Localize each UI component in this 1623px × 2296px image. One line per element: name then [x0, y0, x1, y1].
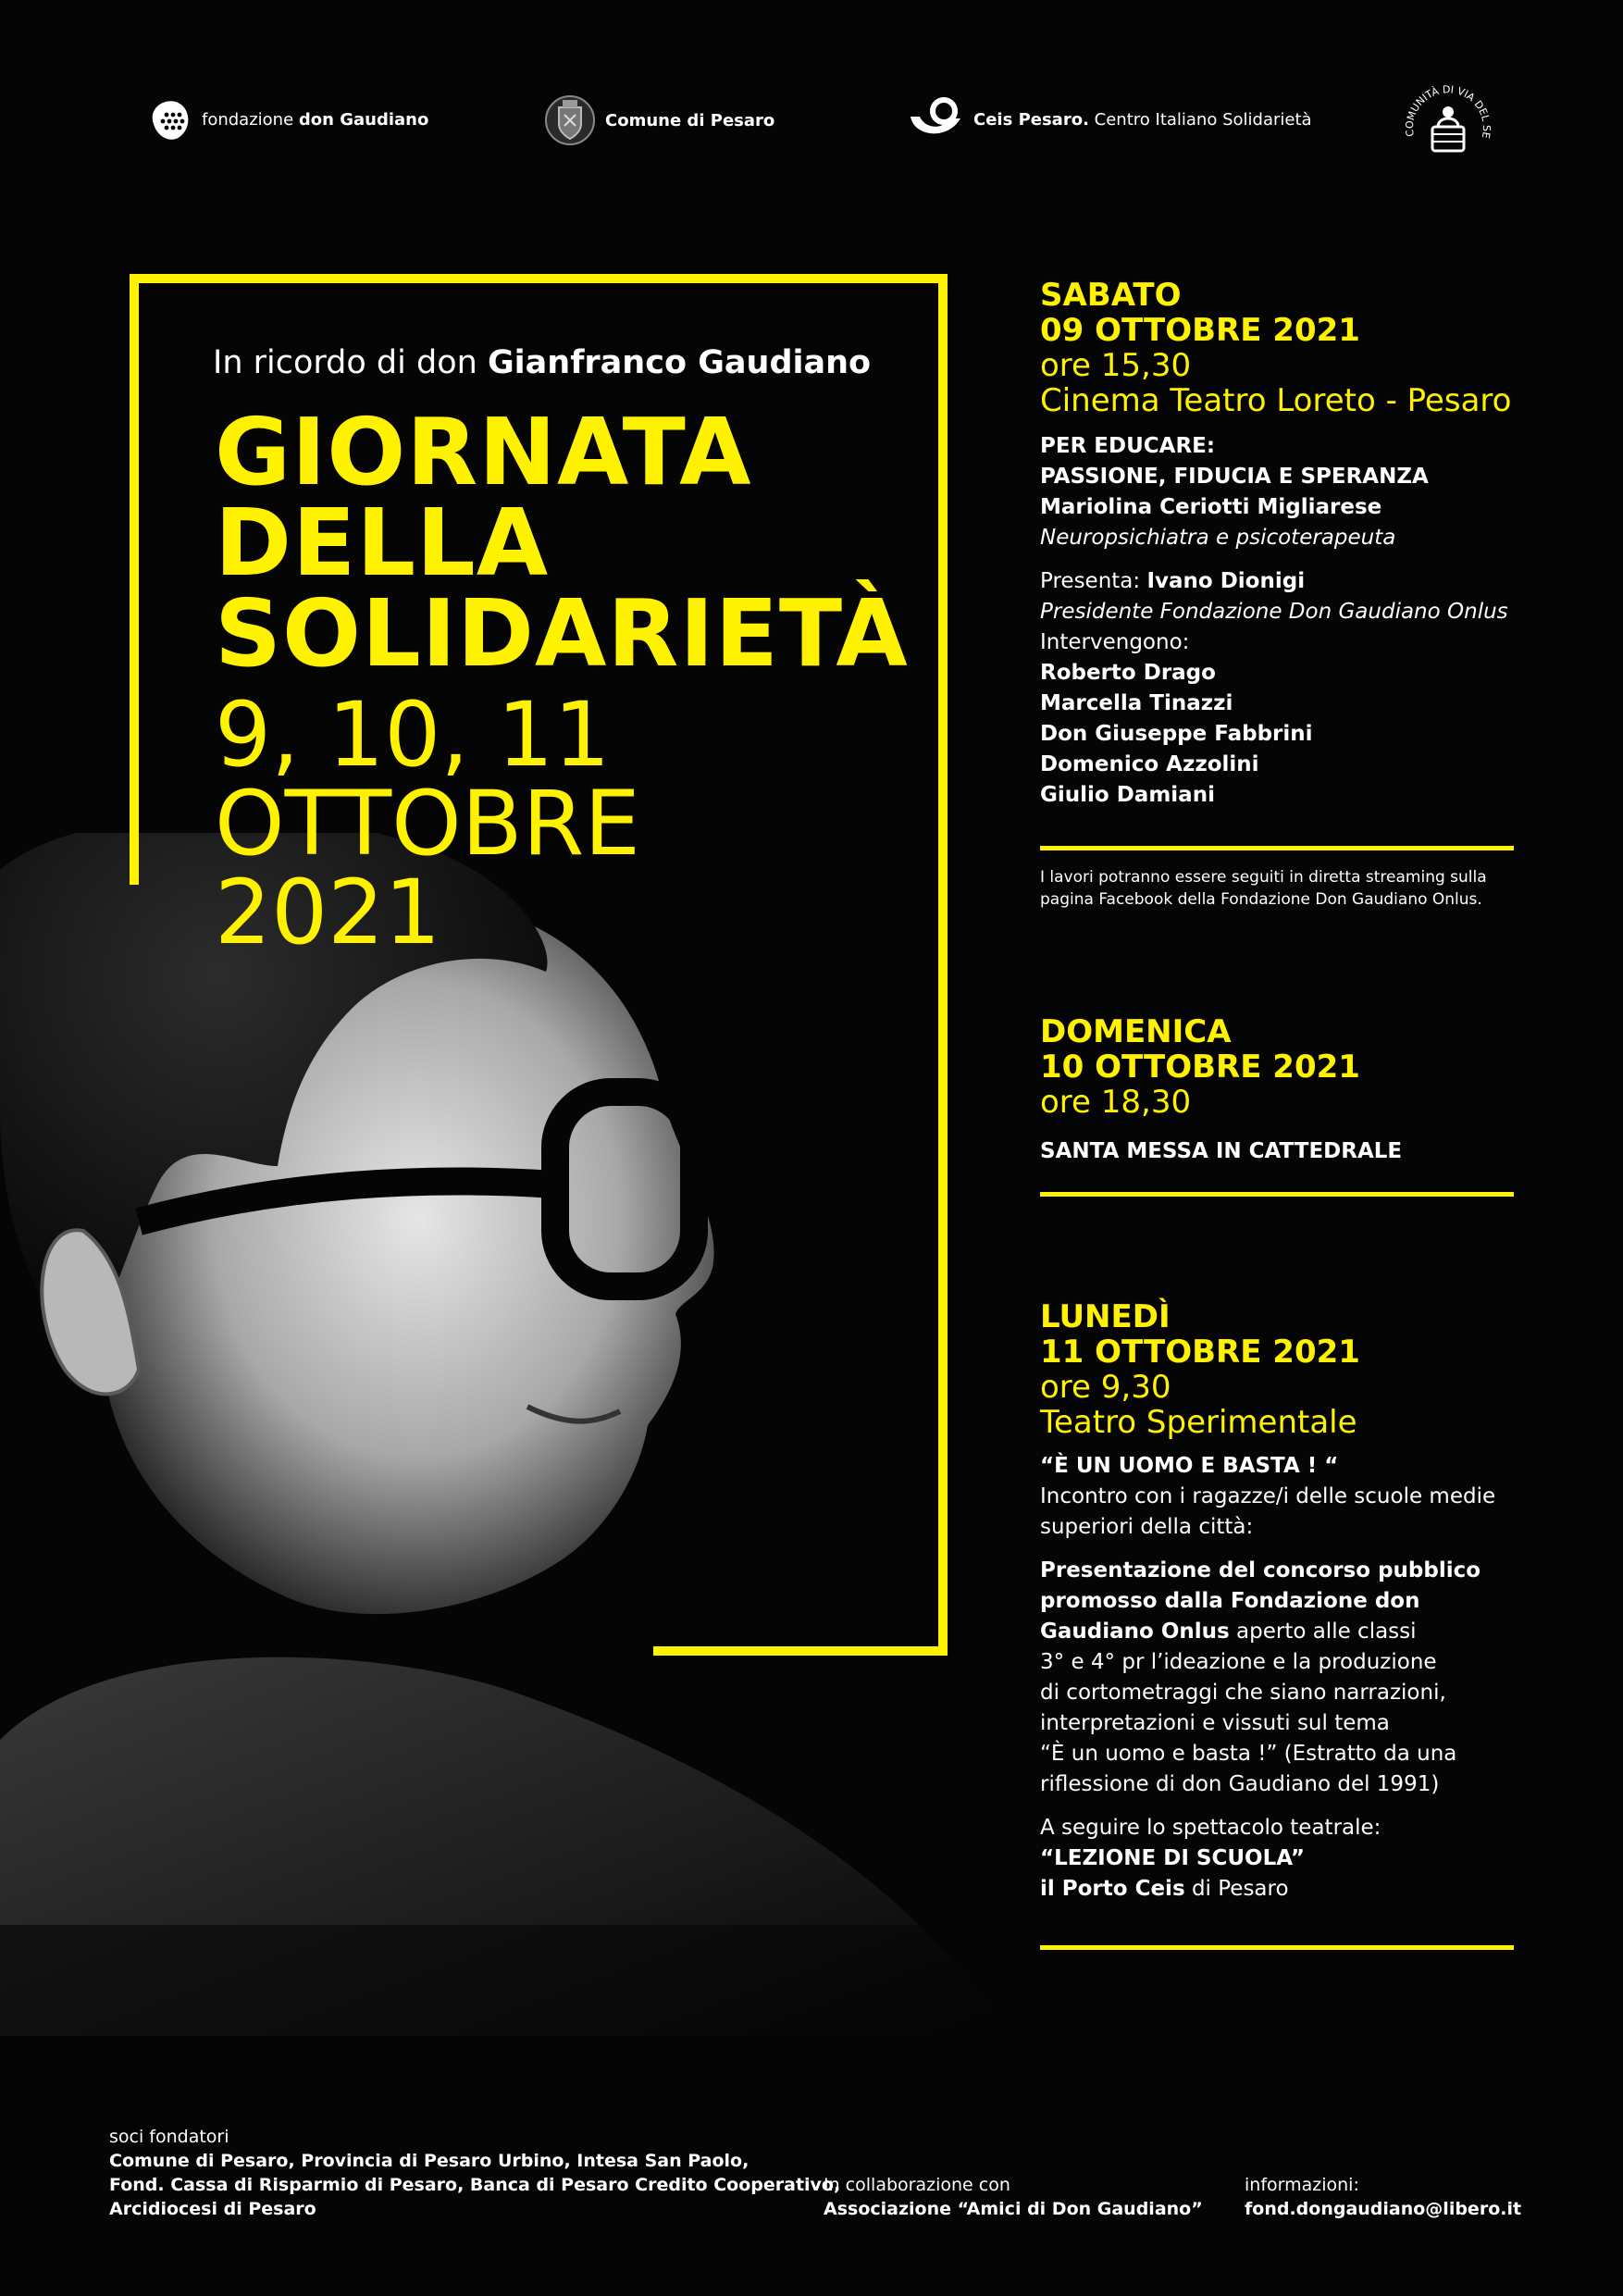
intro-prefix: In ricordo di don [213, 344, 488, 381]
frame-right [938, 274, 948, 1656]
footer-collaboration [824, 2173, 1203, 2221]
frame-top [130, 274, 948, 283]
intro-name: Gianfranco Gaudiano [487, 344, 872, 381]
comune-logo-text: Comune di Pesaro [605, 110, 775, 130]
logo-comunita-seal [1397, 79, 1499, 184]
day1-topic-line: PER EDUCARE: [1040, 434, 1216, 458]
streaming-note-line: I lavori potranno essere seguiti in diretta streaming sulla [1040, 868, 1487, 887]
contest-line: 3° e 4° pr l’ideazione e la produzione [1040, 1650, 1437, 1674]
day3-quote-title: “È UN UOMO E BASTA ! “ [1040, 1454, 1339, 1478]
logo-fondazione-don-gaudiano [146, 96, 428, 143]
contest-line: aperto alle classi [1229, 1620, 1417, 1644]
frame-bottom [653, 1646, 948, 1656]
day1-venue: Cinema Teatro Loreto - Pesaro [1040, 382, 1512, 419]
footer-contact [1245, 2173, 1521, 2221]
day3-date: 11 OTTOBRE 2021 [1040, 1334, 1360, 1371]
date-line: 9, 10, 11 [215, 683, 611, 787]
day3-time: ore 9,30 [1040, 1369, 1171, 1406]
section-divider [1040, 1945, 1514, 1950]
svg-text:COMUNITÀ DI VIA DEL SEMINARIO: COMUNITÀ DI VIA DEL SE [1403, 83, 1493, 140]
collab-name: Associazione “Amici di Don Gaudiano” [824, 2199, 1203, 2219]
presenter-name: Ivano Dionigi [1146, 569, 1306, 593]
contest-line: Presentazione del concorso pubblico [1040, 1558, 1481, 1582]
day3-section [1040, 1299, 1521, 1905]
show-company-bold: il Porto Ceis [1040, 1877, 1185, 1901]
contest-line: “È un uomo e basta !” (Estratto da una [1040, 1742, 1457, 1766]
title-line: SOLIDARIETÀ [215, 579, 909, 688]
day3-venue: Teatro Sperimentale [1040, 1404, 1357, 1441]
presenter-label: Presenta: [1040, 569, 1147, 593]
contest-line: di cortometraggi che siano narrazioni, [1040, 1681, 1446, 1705]
streaming-note [1040, 866, 1521, 911]
collab-label: In collaborazione con [824, 2175, 1010, 2195]
presenter-role: Presidente Fondazione Don Gaudiano Onlus [1040, 600, 1508, 624]
ceis-logo-bold-text: Ceis Pesaro. [973, 109, 1089, 130]
contest-line: promosso dalla Fondazione don [1040, 1589, 1420, 1613]
portrait-photo [0, 833, 1009, 2036]
contest-line: riflessione di don Gaudiano del 1991) [1040, 1772, 1440, 1796]
day1-date: 09 OTTOBRE 2021 [1040, 312, 1360, 349]
day2-weekday: DOMENICA [1040, 1013, 1232, 1050]
fondazione-logo-icon [146, 96, 192, 143]
title-line: GIORNATA [215, 398, 752, 506]
day1-section [1040, 278, 1521, 811]
day1-time: ore 15,30 [1040, 347, 1192, 384]
speakers-label: Intervengono: [1040, 630, 1190, 654]
section-divider [1040, 1192, 1514, 1197]
date-line: OTTOBRE [215, 772, 640, 875]
ceis-logo-icon [907, 96, 964, 143]
streaming-note-line: pagina Facebook della Fondazione Don Gaudiano Onlus. [1040, 890, 1482, 909]
frame-left [130, 274, 139, 885]
speaker-name: Giulio Damiani [1040, 783, 1215, 807]
day1-weekday: SABATO [1040, 277, 1182, 314]
contest-line: interpretazioni e vissuti sul tema [1040, 1711, 1390, 1735]
founders-line: Comune di Pesaro, Provincia di Pesaro Urbino, Intesa San Paolo, [109, 2151, 750, 2171]
fondazione-logo-text: fondazione [202, 109, 294, 130]
founders-line: Fond. Cassa di Risparmio di Pesaro, Banca di Pesaro Credito Cooperativo, [109, 2175, 841, 2195]
day3-meeting-line: superiori della città: [1040, 1515, 1254, 1539]
day1-keynote-speaker: Mariolina Ceriotti Migliarese [1040, 495, 1382, 519]
speaker-name: Roberto Drago [1040, 661, 1216, 685]
speaker-name: Don Giuseppe Fabbrini [1040, 722, 1313, 746]
day3-weekday: LUNEDÌ [1040, 1298, 1171, 1335]
coat-of-arms-icon [544, 93, 596, 148]
founders-line: Arcidiocesi di Pesaro [109, 2199, 316, 2219]
day2-section [1040, 1014, 1521, 1167]
day3-meeting-line: Incontro con i ragazze/i delle scuole medie [1040, 1484, 1496, 1508]
day1-keynote-role: Neuropsichiatra e psicoterapeuta [1040, 526, 1396, 550]
logo-comune-di-pesaro [544, 93, 774, 148]
show-company-rest: di Pesaro [1184, 1877, 1289, 1901]
memorial-intro [213, 344, 871, 381]
title-line: DELLA [215, 489, 550, 597]
show-title: “LEZIONE DI SCUOLA” [1040, 1846, 1306, 1870]
fondazione-logo-bold-text: don Gaudiano [298, 109, 429, 130]
contest-line-bold: Gaudiano Onlus [1040, 1620, 1230, 1644]
founders-label: soci fondatori [109, 2127, 229, 2147]
day2-time: ore 18,30 [1040, 1084, 1192, 1121]
info-label: informazioni: [1245, 2175, 1359, 2195]
event-dates [215, 683, 640, 964]
speaker-name: Domenico Azzolini [1040, 752, 1259, 776]
day2-date: 10 OTTOBRE 2021 [1040, 1049, 1360, 1086]
comunita-seal-icon [1397, 79, 1499, 180]
event-title [215, 398, 909, 688]
ceis-logo-text: Centro Italiano Solidarietà [1094, 109, 1312, 130]
show-intro: A seguire lo spettacolo teatrale: [1040, 1816, 1381, 1840]
info-email[interactable]: fond.dongaudiano@libero.it [1245, 2199, 1522, 2219]
speaker-name: Marcella Tinazzi [1040, 691, 1233, 715]
date-line: 2021 [215, 861, 441, 964]
day2-event: SANTA MESSA IN CATTEDRALE [1040, 1139, 1403, 1163]
day1-topic-line: PASSIONE, FIDUCIA E SPERANZA [1040, 465, 1429, 489]
logo-ceis-pesaro [907, 96, 1312, 143]
footer-founders [109, 2125, 840, 2221]
section-divider [1040, 846, 1514, 850]
